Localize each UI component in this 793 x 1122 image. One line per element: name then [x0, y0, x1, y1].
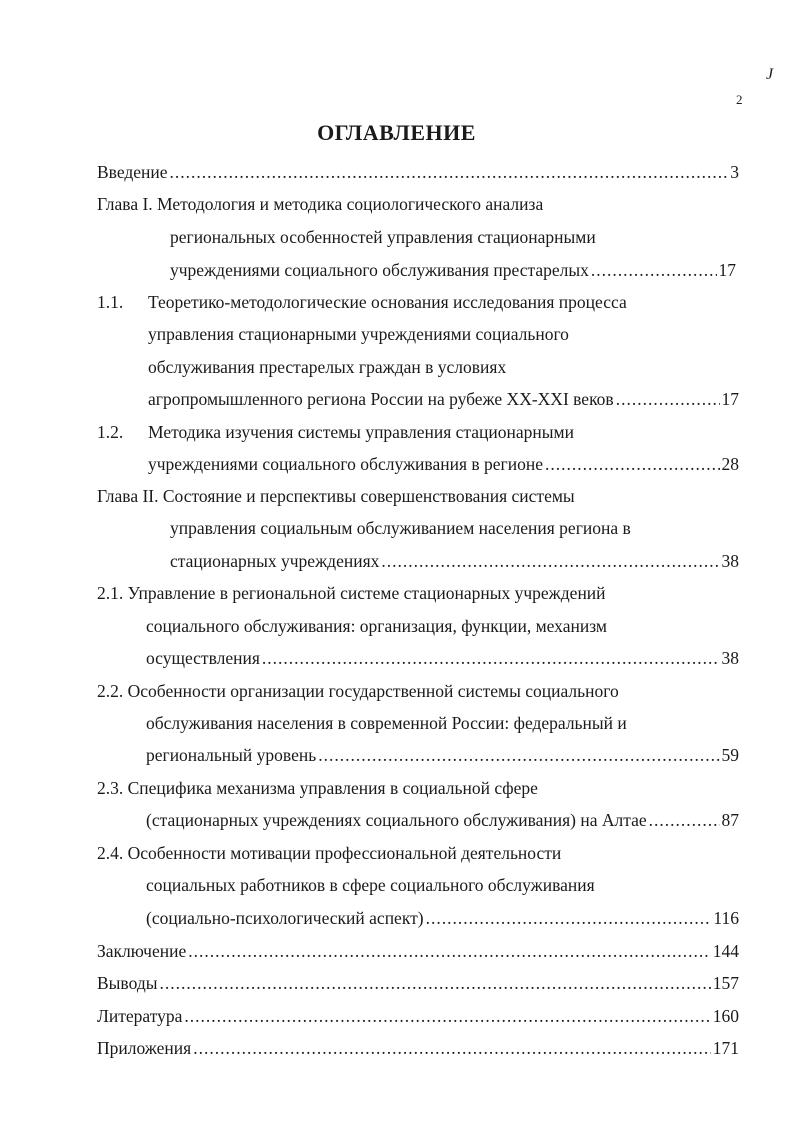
dot-leader	[188, 939, 711, 963]
dot-leader	[159, 971, 710, 995]
toc-entry-label: Введение	[97, 162, 168, 182]
dot-leader	[184, 1004, 710, 1028]
toc-entry-label-line: социальных работников в сфере социального обслуживания	[146, 875, 595, 895]
toc-entry-page: 157	[712, 973, 739, 993]
dot-leader	[170, 160, 729, 184]
toc-line	[148, 387, 739, 411]
toc-line	[170, 549, 739, 573]
toc-entry-page: 59	[721, 745, 739, 765]
toc-entry-page: 116	[713, 908, 739, 928]
toc-line	[146, 646, 739, 670]
toc-entry-page: 17	[721, 389, 739, 409]
page-title: ОГЛАВЛЕНИЕ	[317, 120, 476, 145]
dot-leader	[545, 452, 720, 476]
section-number: 1.1.	[97, 292, 124, 312]
dot-leader	[381, 549, 719, 573]
toc-line	[148, 452, 739, 476]
toc-line	[146, 906, 739, 930]
toc-entry-label-line: управления социальным обслуживанием населения региона в	[170, 518, 631, 538]
toc-entry-label-line: социального обслуживания: организация, функции, механизм	[146, 616, 607, 636]
toc-entry-label-line: 2.3. Специфика механизма управления в социальной сфере	[97, 778, 538, 798]
toc-entry-label-line: 2.2. Особенности организации государственной системы социального	[97, 681, 619, 701]
toc-line	[170, 258, 736, 282]
dot-leader	[591, 258, 717, 282]
toc-entry-label-line: Методика изучения системы управления стационарными	[148, 422, 574, 442]
toc-entry-page: 28	[721, 454, 739, 474]
toc-entry-label-line: стационарных учреждениях	[170, 551, 380, 571]
dot-leader	[649, 808, 720, 832]
toc-entry-label-line: агропромышленного региона России на рубеже XX-XXI веков	[148, 389, 614, 409]
toc-line	[97, 939, 739, 963]
dot-leader	[616, 387, 720, 411]
toc-entry-label-line: осуществления	[146, 648, 260, 668]
toc-entry-label: Литература	[97, 1006, 183, 1026]
toc-entry-label-line: (стационарных учреждениях социального обслуживания) на Алтае	[146, 810, 647, 830]
dot-leader	[426, 906, 712, 930]
toc-entry-label-line: 2.4. Особенности мотивации профессиональной деятельности	[97, 843, 562, 863]
toc-entry-label: Приложения	[97, 1038, 192, 1058]
toc-entry-label-line: обслуживания престарелых граждан в условиях	[148, 357, 507, 377]
dot-leader	[318, 743, 719, 767]
dot-leader	[262, 646, 720, 670]
dot-leader	[193, 1036, 711, 1060]
toc-entry-page: 144	[712, 941, 739, 961]
toc-line	[146, 808, 739, 832]
toc-entry-page: 38	[721, 648, 739, 668]
toc-line	[97, 160, 739, 184]
toc-entry-label-line: Глава II. Состояние и перспективы совершенствования системы	[97, 486, 575, 506]
toc-line	[146, 743, 739, 767]
toc-entry-label-line: учреждениями социального обслуживания в регионе	[148, 454, 543, 474]
toc-entry-page: 3	[730, 162, 739, 182]
toc-entry-page: 87	[721, 810, 739, 830]
toc-entry-label-line: обслуживания населения в современной России: федеральный и	[146, 713, 627, 733]
toc-entry-page: 171	[712, 1038, 739, 1058]
toc-entry-label-line: региональных особенностей управления стационарными	[170, 227, 596, 247]
toc-line	[97, 1036, 739, 1060]
toc-entry-label-line: региональный уровень	[146, 745, 317, 765]
toc-entry-page: 160	[712, 1006, 739, 1026]
section-number: 1.2.	[97, 422, 124, 442]
toc-entry-page: 38	[721, 551, 739, 571]
toc-entry-label-line: (социально-психологический аспект)	[146, 908, 424, 928]
toc-line	[97, 971, 739, 995]
toc-entry-label: Выводы	[97, 973, 158, 993]
corner-mark: J	[766, 66, 774, 83]
toc-entry-label-line: Глава I. Методология и методика социологического анализа	[97, 194, 544, 214]
toc-entry-label-line: управления стационарными учреждениями социального	[148, 324, 569, 344]
toc-line	[97, 1004, 739, 1028]
toc-entry-label: Заключение	[97, 941, 187, 961]
page-number: 2	[736, 92, 743, 107]
toc-entry-label-line: учреждениями социального обслуживания престарелых	[170, 260, 589, 280]
toc-entry-label-line: Теоретико-методологические основания исследования процесса	[148, 292, 627, 312]
toc-entry-page: 17	[718, 260, 736, 280]
toc-entry-label-line: 2.1. Управление в региональной системе стационарных учреждений	[97, 583, 606, 603]
